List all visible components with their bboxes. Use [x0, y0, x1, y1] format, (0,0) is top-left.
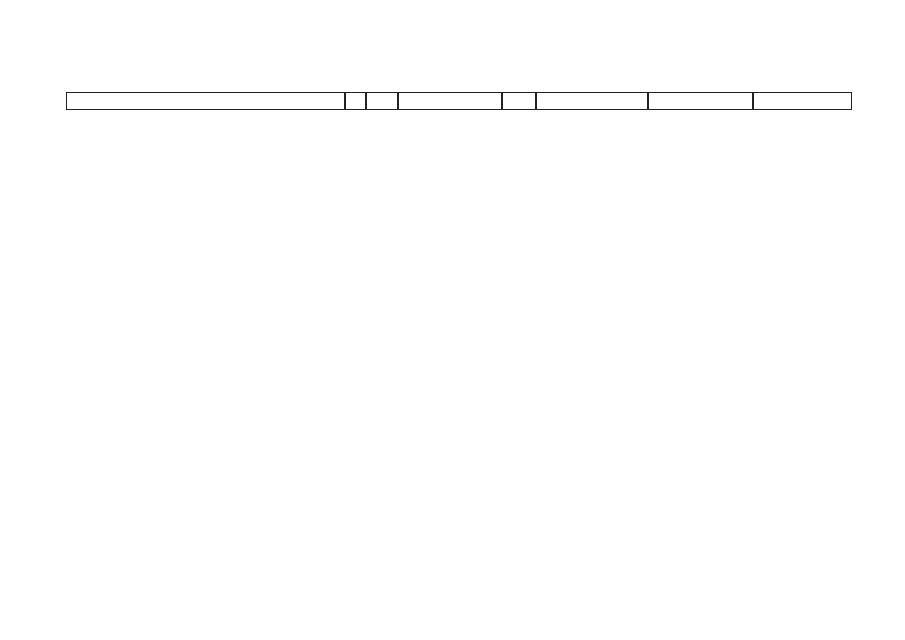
header-col-8 [753, 92, 852, 110]
table-header [67, 92, 852, 110]
header-col-1 [66, 92, 345, 110]
header-col-3 [366, 92, 398, 110]
header-col-2 [345, 92, 366, 110]
header-col-7 [648, 92, 753, 110]
header-col-6 [536, 92, 648, 110]
header-col-4 [398, 92, 502, 110]
header-col-5 [502, 92, 536, 110]
